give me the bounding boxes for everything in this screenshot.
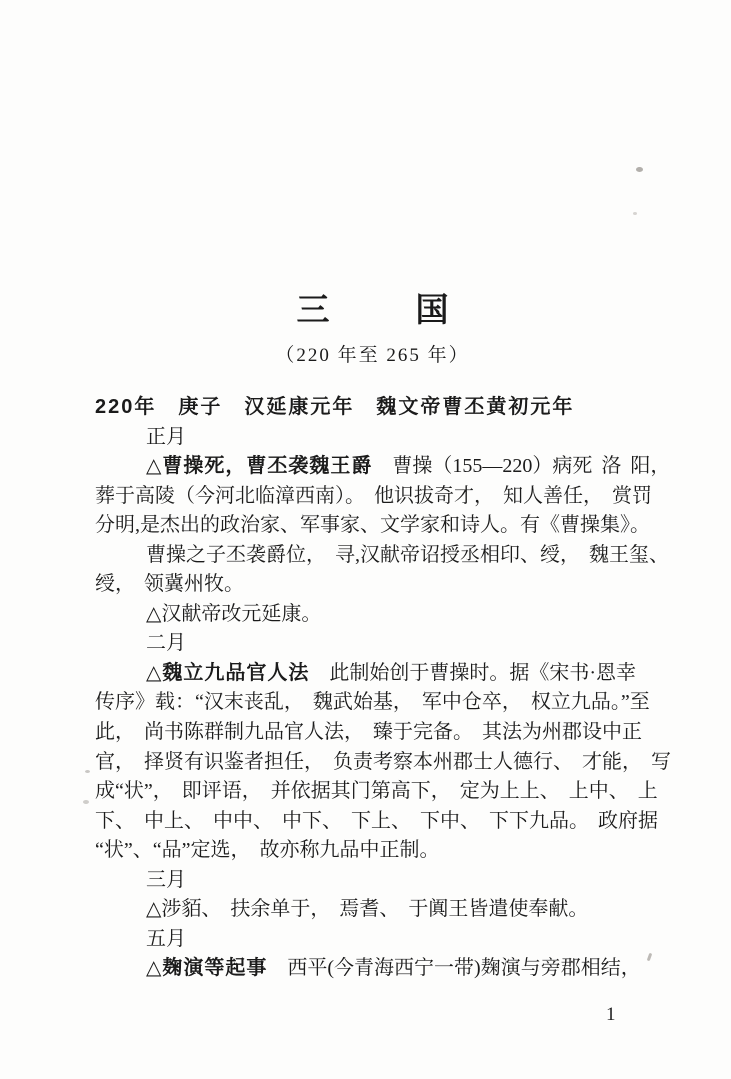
text-line bbox=[95, 629, 651, 659]
body-text: 正月 bbox=[146, 425, 186, 448]
text-line bbox=[95, 393, 651, 423]
text-line bbox=[95, 777, 658, 807]
body-text: 成“状”， 即评语， 并依据其门第高下， 定为上上、 上中、 上 bbox=[95, 780, 658, 803]
text-line bbox=[95, 452, 671, 482]
scan-speck bbox=[83, 800, 89, 804]
chapter-subtitle: （220 年至 265 年） bbox=[275, 345, 470, 366]
body-text: 此， 尚书陈群制九品官人法， 臻于完备。 其法为州郡设中正 bbox=[95, 721, 642, 744]
page-number: 1 bbox=[606, 1004, 616, 1025]
entry-heading-text: 220年 庚子 汉延康元年 魏文帝曹丕黄初元年 bbox=[95, 396, 575, 418]
scan-speck bbox=[633, 212, 637, 215]
body-text: △汉献帝改元延康。 bbox=[146, 602, 322, 625]
text-line bbox=[95, 570, 651, 600]
text-line bbox=[95, 600, 651, 630]
body-text: 二月 bbox=[146, 632, 186, 655]
text-line bbox=[95, 836, 651, 866]
text-line bbox=[95, 688, 651, 718]
text-line bbox=[95, 511, 651, 541]
scan-speck bbox=[636, 167, 643, 172]
body-text: 分明,是杰出的政治家、军事家、文学家和诗人。有《曹操集》。 bbox=[95, 514, 650, 537]
body-text: 葬于高陵（今河北临漳西南）。 他识拔奇才， 知人善任， 赏罚 bbox=[95, 484, 652, 507]
text-line bbox=[95, 807, 658, 837]
body-text: 五月 bbox=[146, 927, 186, 950]
scan-speck bbox=[85, 770, 90, 773]
body-text: 下、 中上、 中中、 中下、 下上、 下中、 下下九品。 政府据 bbox=[95, 809, 658, 832]
text-line bbox=[95, 659, 651, 689]
content-lines bbox=[95, 393, 671, 984]
text-line bbox=[95, 866, 651, 896]
text-line bbox=[95, 925, 651, 955]
body-text: 绶， 领冀州牧。 bbox=[95, 573, 244, 596]
text-line bbox=[95, 954, 651, 984]
body-text: 曹操之子丕袭爵位， 寻,汉献帝诏授丞相印、绶， 魏王玺、 bbox=[146, 543, 669, 566]
body-text: “状”、“品”定选， 故亦称九品中正制。 bbox=[95, 839, 440, 862]
body-text: 曹操（155—220）病死 洛 阳， bbox=[372, 455, 671, 478]
entry-heading-text: △麹演等起事 bbox=[146, 957, 268, 980]
body-text: 此制始创于曹操时。据《宋书·恩幸 bbox=[309, 661, 637, 684]
body-text: 传序》载：“汉末丧乱， 魏武始基， 军中仓卒， 权立九品。”至 bbox=[95, 691, 650, 714]
text-line bbox=[95, 718, 651, 748]
body-text: 三月 bbox=[146, 868, 186, 891]
text-line bbox=[95, 895, 651, 925]
chapter-title bbox=[95, 291, 650, 331]
text-line bbox=[95, 748, 671, 778]
body-text: 官， 择贤有识鉴者担任， 负责考察本州郡士人德行、 才能， 写 bbox=[95, 750, 671, 773]
text-line bbox=[95, 423, 651, 453]
entry-heading-text: △魏立九品官人法 bbox=[146, 661, 310, 684]
text-line bbox=[95, 482, 651, 512]
body-text: △涉貊、 扶余单于， 焉耆、 于阗王皆遣使奉献。 bbox=[146, 898, 589, 921]
chapter-title-text: 三国 bbox=[296, 293, 535, 329]
text-line bbox=[95, 541, 669, 571]
body-text: 西平(今青海西宁一带)麹演与旁郡相结， bbox=[267, 957, 641, 980]
entry-heading-text: △曹操死，曹丕袭魏王爵 bbox=[146, 455, 373, 478]
